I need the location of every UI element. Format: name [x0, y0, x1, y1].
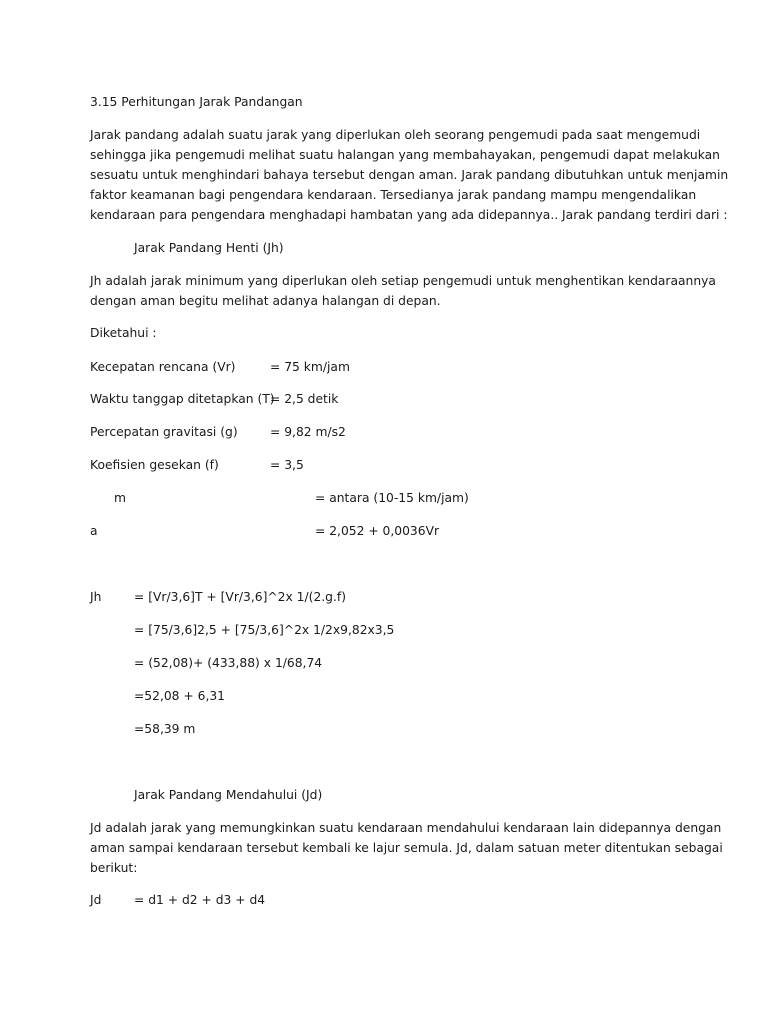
- param-value-g: = 9,82 m/s2: [270, 425, 346, 439]
- intro-paragraph: [90, 125, 729, 225]
- intro-line: kendaraan para pengendara menghadapi hambatan yang ada didepannya.. Jarak pandang terdiri dari :: [90, 208, 728, 222]
- jh-desc-line: dengan aman begitu melihat adanya halangan di depan.: [90, 294, 441, 308]
- param-value-t: = 2,5 detik: [270, 392, 339, 406]
- a-value: = 2,052 + 0,0036Vr: [315, 524, 440, 538]
- param-label-t: Waktu tanggap ditetapkan (T): [90, 392, 275, 406]
- intro-line: sehingga jika pengemudi melihat suatu halangan yang membahayakan, pengemudi dapat melakukan: [90, 148, 720, 162]
- jh-step-5: =58,39 m: [134, 722, 196, 736]
- jd-formula: = d1 + d2 + d3 + d4: [134, 893, 266, 907]
- param-value-f: = 3,5: [270, 458, 304, 472]
- jd-desc-line: Jd adalah jarak yang memungkinkan suatu kendaraan mendahului kendaraan lain didepannya dengan: [90, 821, 722, 835]
- param-label-f: Koefisien gesekan (f): [90, 458, 219, 472]
- jh-step-1: = [Vr/3,6]T + [Vr/3,6]^2x 1/(2.g.f): [134, 590, 347, 604]
- intro-line: faktor keamanan bagi pengendara kendaraan. Tersedianya jarak pandang mampu mengendalikan: [90, 188, 697, 202]
- jh-desc-line: Jh adalah jarak minimum yang diperlukan oleh setiap pengemudi untuk menghentikan kendaraannya: [90, 274, 716, 288]
- param-value-vr: = 75 km/jam: [270, 360, 350, 374]
- jh-step-4: =52,08 + 6,31: [134, 689, 226, 703]
- jh-step-3: = (52,08)+ (433,88) x 1/68,74: [134, 656, 323, 670]
- section-title: 3.15 Perhitungan Jarak Pandangan: [90, 95, 303, 109]
- jd-label: Jd: [90, 893, 102, 907]
- jd-desc-line: berikut:: [90, 861, 138, 875]
- jd-desc-line: aman sampai kendaraan tersebut kembali ke lajur semula. Jd, dalam satuan meter ditentukan sebagai: [90, 841, 723, 855]
- intro-line: Jarak pandang adalah suatu jarak yang diperlukan oleh seorang pengemudi pada saat mengemudi: [90, 128, 701, 142]
- jh-step-2: = [75/3,6]2,5 + [75/3,6]^2x 1/2x9,82x3,5: [134, 623, 395, 637]
- diketahui-label: Diketahui :: [90, 326, 157, 340]
- jh-description: [90, 271, 716, 311]
- intro-line: sesuatu untuk menghindari bahaya tersebut dengan aman. Jarak pandang dibutuhkan untuk menjamin: [90, 168, 729, 182]
- m-label: m: [114, 491, 126, 505]
- jh-label: Jh: [90, 590, 102, 604]
- m-value: = antara (10-15 km/jam): [315, 491, 469, 505]
- jd-description: [90, 818, 723, 878]
- jd-heading: Jarak Pandang Mendahului (Jd): [134, 788, 323, 802]
- param-label-g: Percepatan gravitasi (g): [90, 425, 238, 439]
- a-label: a: [90, 524, 98, 538]
- jh-heading: Jarak Pandang Henti (Jh): [134, 241, 284, 255]
- param-label-vr: Kecepatan rencana (Vr): [90, 360, 236, 374]
